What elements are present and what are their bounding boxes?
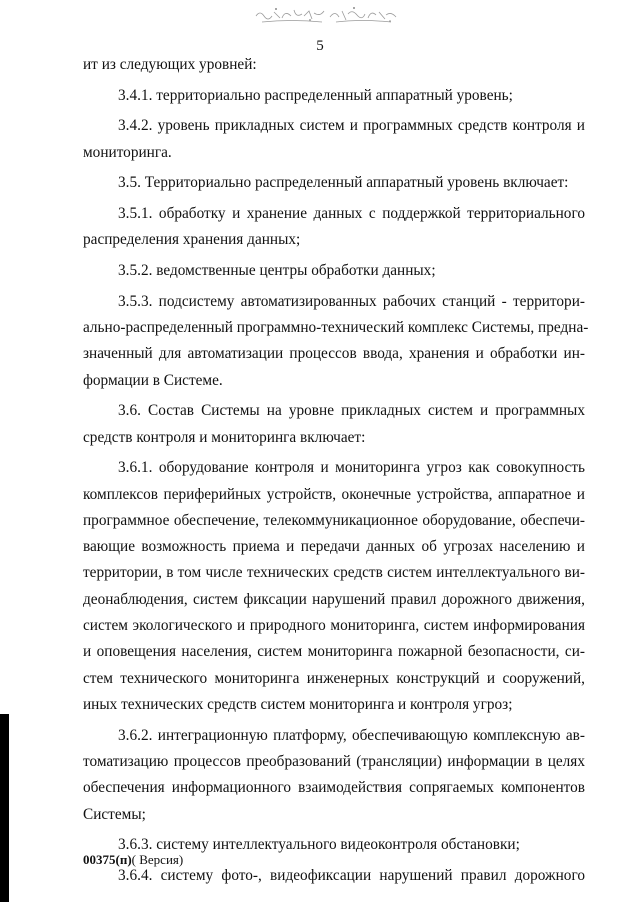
text-line: комплексов периферийных устройств, оконечные устройства, аппаратное и [83, 485, 585, 503]
text-line: значенный для автоматизации процессов ввода, хранения и обработки ин- [83, 345, 585, 363]
text-line: обеспечения информационного взаимодействия сопрягаемых компонентов [83, 779, 585, 797]
paragraph-3-5 [83, 170, 585, 196]
stamp-mark [252, 4, 402, 26]
text-line: и оповещения населения, систем мониторинга пожарной безопасности, си- [83, 643, 585, 661]
footer-code: 00375(п) [83, 852, 132, 867]
text-line: систем экологического и природного мониторинга, систем информирования [83, 617, 585, 635]
text-line: 3.6.1. оборудование контроля и мониторинга угроз как совокупность [118, 459, 585, 477]
footer-label: ( Версия) [131, 852, 184, 867]
text-line: 3.5. Территориально распределенный аппаратный уровень включает: [118, 174, 569, 192]
paragraph-3-4-1 [83, 83, 585, 109]
text-line: распределения хранения данных; [83, 231, 301, 249]
text-line: вающие возможность приема и передачи данных об угрозах населению и [83, 538, 585, 556]
text-line: томатизацию процессов преобразований (трансляции) информации в целях [83, 752, 585, 770]
paragraph-3-6-1 [83, 455, 585, 718]
text-line: 3.5.3. подсистему автоматизированных рабочих станций - территори- [118, 292, 585, 310]
text-line: программное обеспечение, телекоммуникационное оборудование, обеспечи- [83, 511, 585, 529]
text-line: стем технического мониторинга инженерных конструкций и сооружений, [83, 669, 585, 687]
paragraph-3-6-2 [83, 723, 585, 828]
footer [83, 852, 183, 868]
text-line: Системы; [83, 805, 146, 823]
text-line: 3.4.2. уровень прикладных систем и программных средств контроля и [118, 117, 585, 135]
text-line: иных технических средств систем мониторинга и контроля угроз; [83, 695, 513, 713]
text-line: 3.5.1. обработку и хранение данных с поддержкой территориального [118, 205, 585, 223]
text-line: 3.6.4. систему фото-, видеофиксации нарушений правил дорожного [118, 866, 585, 884]
document-body [83, 52, 589, 894]
paragraph-3-5-3 [83, 289, 589, 394]
paragraph-3-4-2 [83, 113, 585, 166]
text-line: 3.6.3. систему интеллектуального видеоконтроля обстановки; [118, 836, 520, 854]
text-line: формации в Системе. [83, 371, 223, 389]
paragraph-3-6 [83, 398, 585, 451]
text-line: деонаблюдения, систем фиксации нарушений правил дорожного движения, [83, 590, 585, 608]
text-line: 3.6.2. интеграционную платформу, обеспечивающую комплексную ав- [118, 726, 585, 744]
text-line: 3.6. Состав Системы на уровне прикладных систем и программных [118, 402, 585, 420]
text-line: средств контроля и мониторинга включает: [83, 428, 366, 446]
page-number: 5 [316, 38, 324, 54]
paragraph-3-5-2 [83, 258, 585, 284]
paragraph-intro [83, 52, 585, 78]
text-line: 3.5.2. ведомственные центры обработки данных; [118, 262, 436, 280]
text-line: ит из следующих уровней: [83, 56, 257, 73]
text-line: 3.4.1. территориально распределенный аппаратный уровень; [118, 86, 513, 104]
text-line: ально-распределенный программно-технический комплекс Системы, предна- [83, 319, 589, 337]
paragraph-3-5-1 [83, 201, 585, 254]
text-line: мониторинга. [83, 143, 172, 161]
text-line: территории, в том числе технических средств систем интеллектуального ви- [83, 564, 585, 582]
scan-edge-bar [0, 714, 9, 902]
